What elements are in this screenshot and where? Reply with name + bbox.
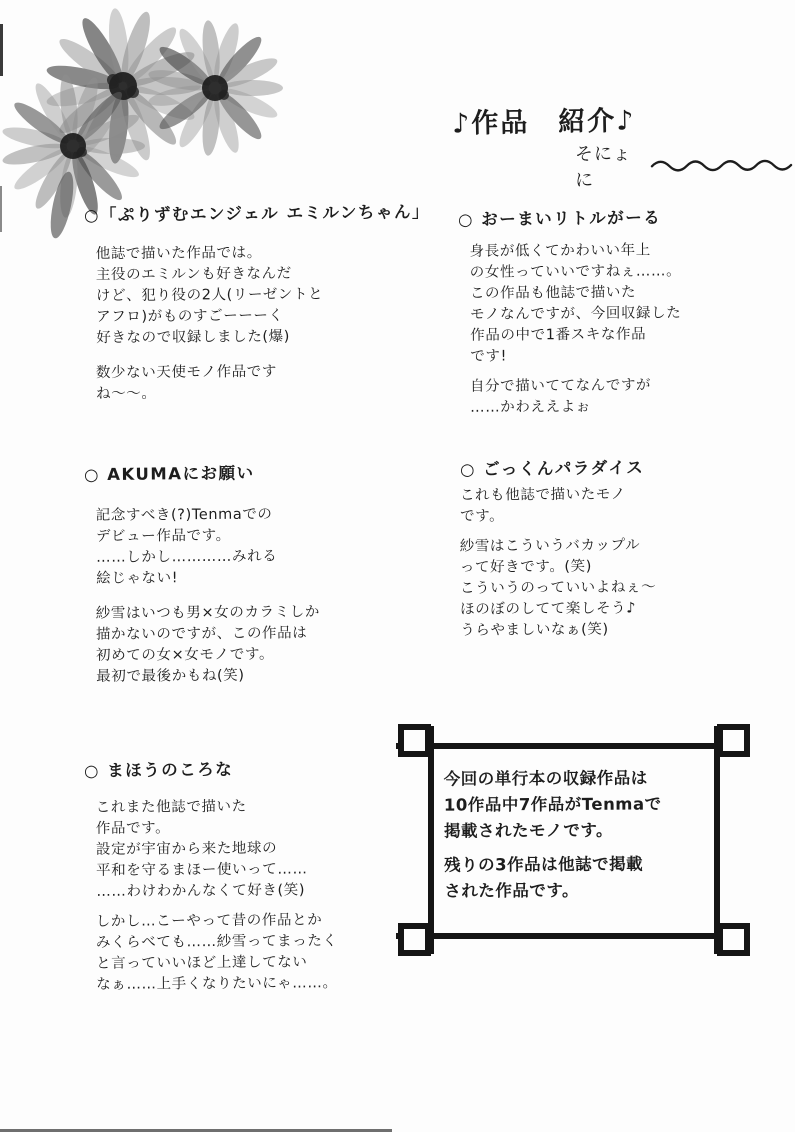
note-box-paragraph [444, 851, 662, 904]
text-line: うらやましいなぁ(笑) [460, 621, 609, 639]
text-line: 初めての女×女モノです。 [96, 646, 275, 664]
section-paragraph [96, 504, 321, 590]
text-line: 主役のエミルンも好きなんだ [95, 265, 292, 284]
text-line: 紗雪はこういうバカップル [459, 537, 641, 555]
text-line: ね〜〜。 [96, 385, 157, 403]
note-box [396, 724, 750, 956]
note-box-border [428, 726, 434, 954]
text-line: ほのぼのしてて楽しそう♪ [460, 600, 637, 618]
note-box-border [396, 743, 750, 749]
note-box-corner [717, 923, 750, 956]
text-line: 残りの3作品は他誌で掲載 [444, 854, 644, 875]
text-line: これまた他誌で描いた [95, 798, 247, 816]
section-akuma [84, 460, 320, 687]
scan-artifact [0, 24, 3, 76]
section-heading: ○ ごっくんパラダイス [459, 458, 645, 480]
section-paragraph [470, 375, 682, 418]
section-gokkun-paradise [460, 455, 656, 641]
note-box-corner [717, 724, 750, 757]
text-line: けど、犯り役の2人(リーゼントと [95, 286, 324, 305]
text-line: アフロ)がものすごーーーく [96, 307, 284, 326]
text-line: 自分で描いててなんですが [469, 377, 652, 395]
note-box-border [396, 933, 750, 939]
note-box-border [714, 726, 720, 954]
text-line: 数少ない天使モノ作品です [95, 363, 278, 382]
text-line: 描かないのですが、この作品は [95, 625, 308, 643]
note-box-corner [398, 923, 431, 956]
text-line: 記念すべき(?)Tenmaでの [95, 506, 273, 524]
text-line: 絵じゃない! [96, 570, 179, 587]
section-paragraph [96, 796, 338, 903]
wavy-underline-icon [650, 157, 795, 172]
section-heading: ○ AKUMAにお願い [83, 463, 255, 485]
note-box-corner [398, 724, 431, 757]
text-line: みくらべても……紗雪ってまったく [95, 933, 338, 951]
text-line: の女性っていいですねぇ……。 [469, 263, 682, 281]
text-line: この作品も他誌で描いた [469, 284, 637, 302]
section-mahou [84, 756, 338, 995]
scan-artifact [0, 186, 2, 232]
text-line: デビュー作品です。 [95, 527, 231, 545]
text-line: 作品です。 [95, 820, 171, 837]
text-line: です。 [460, 508, 505, 525]
section-paragraph [460, 535, 657, 641]
section-heading: ○ おーまいリトルがーる [457, 208, 662, 230]
text-line: 平和を守るまほー使いって…… [96, 861, 308, 879]
section-paragraph [460, 484, 656, 527]
text-line: ……わけわかんなくて好き(笑) [96, 882, 306, 900]
section-paragraph [470, 240, 682, 367]
text-line: しかし…こーやって昔の作品とか [95, 912, 323, 930]
section-heading: ○「ぷりずむエンジェル エミルンちゃん」 [83, 202, 431, 225]
section-oh-my-little-girl [458, 205, 681, 418]
section-paragraph [96, 910, 338, 996]
text-line: これも他誌で描いたモノ [459, 486, 626, 504]
text-line: です! [470, 348, 508, 365]
text-line: こういうのっていいよねぇ〜 [459, 579, 657, 597]
text-line: モノなんですが、今回収録した [470, 305, 682, 323]
text-line: ……かわええよぉ [470, 398, 591, 416]
section-paragraph [96, 602, 321, 688]
note-box-paragraph [444, 765, 662, 844]
text-line: って好きです。(笑) [459, 558, 593, 576]
page-subtitle [575, 138, 795, 192]
text-line: 最初で最後かもね(笑) [96, 667, 245, 685]
text-line: 紗雪はいつも男×女のカラミしか [95, 604, 320, 622]
section-prism-angel [84, 200, 430, 404]
text-line: ……しかし…………みれる [96, 548, 278, 566]
text-line: 身長が低くてかわいい年上 [469, 242, 651, 260]
text-line: 他誌で描いた作品では。 [95, 245, 262, 263]
text-line: 作品の中で1番スキな作品 [470, 326, 647, 344]
page-title: ♪作品 紹介♪ [451, 105, 636, 140]
page-subtitle-text: そにょに [574, 143, 632, 191]
text-line: 好きなので収録しました(爆) [96, 328, 291, 347]
text-line: なぁ……上手くなりたいにゃ……。 [96, 975, 338, 993]
section-heading: ○ まほうのころな [83, 759, 234, 781]
section-paragraph [96, 242, 431, 349]
note-box-text [444, 765, 663, 904]
text-line: と言っていいほど上達してない [96, 954, 308, 972]
text-line: 今回の単行本の収録作品は [443, 768, 648, 789]
text-line: された作品です。 [444, 880, 580, 901]
text-line: 設定が宇宙から来た地球の [95, 840, 278, 858]
text-line: 掲載されたモノです。 [443, 820, 614, 841]
section-paragraph [96, 361, 430, 405]
text-line: 10作品中7作品がTenmaで [443, 794, 662, 815]
